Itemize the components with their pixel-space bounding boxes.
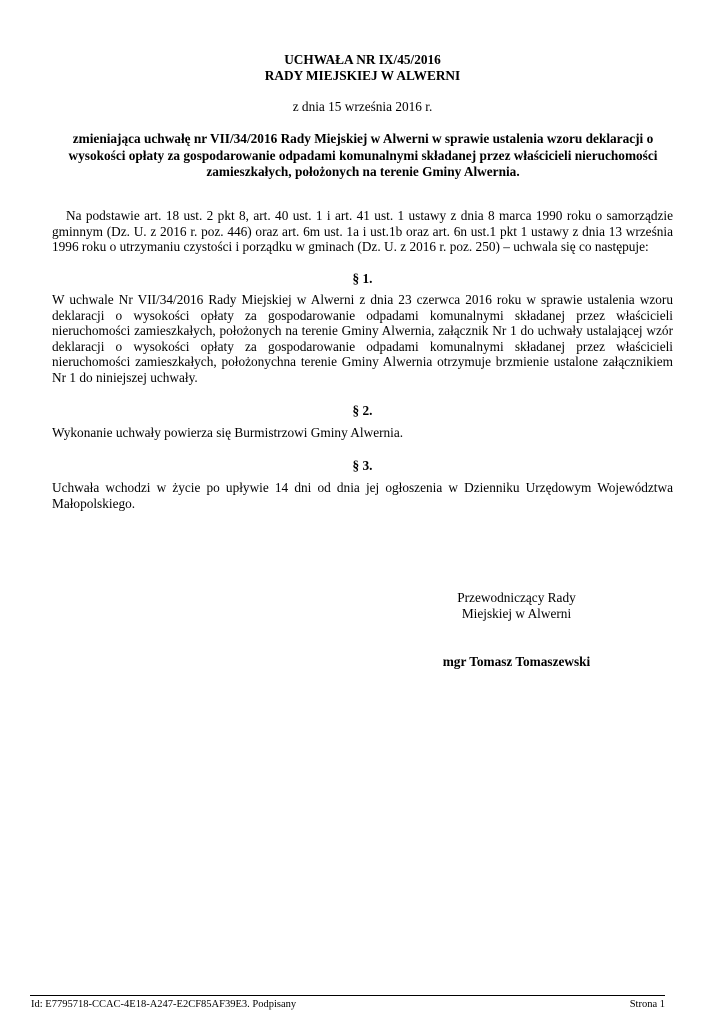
resolution-subject: zmieniająca uchwałę nr VII/34/2016 Rady Miejskiej w Alwerni w sprawie ustalenia wzoru deklaracji o wysokości opłaty za gospodarowanie odpadami komunalnymi składanej przez właścicieli nieruchomości zamieszkałych, położonych na terenie Gminy Alwernia.	[68, 131, 658, 179]
signatory-name: mgr Tomasz Tomaszewski	[442, 654, 591, 669]
section-2-heading: § 2.	[352, 403, 373, 418]
resolution-number: UCHWAŁA NR IX/45/2016	[284, 52, 441, 67]
legal-basis-paragraph: Na podstawie art. 18 ust. 2 pkt 8, art. 40 ust. 1 i art. 41 ust. 1 ustawy z dnia 8 marca 1990 roku o samorządzie gminnym (Dz. U. z 2016 r. poz. 446) oraz art. 6m ust. 1a i ust.1b oraz art. 6n ust.1 pkt 1 ustawy z dnia 13 września 1996 roku o utrzymaniu czystości i porządku w gminach (Dz. U. z 2016 r. poz. 250) – uchwala się co następuje:	[52, 208, 673, 254]
resolution-date: z dnia 15 września 2016 r.	[292, 99, 433, 114]
section-1-text: W uchwale Nr VII/34/2016 Rady Miejskiej w Alwerni z dnia 23 czerwca 2016 roku w sprawie ustalenia wzoru deklaracji o wysokości opłaty za gospodarowanie odpadami komunalnymi składanej przez właścicieli nieruchomości zamieszkałych, położonych na terenie Gminy Alwernia, załącznik Nr 1 do uchwały ustalającej wzór deklaracji o wysokości opłaty za gospodarowanie odpadami komunalnymi składanej przez właścicieli nieruchomości zamieszkałych, położonychna terenie Gminy Alwernia otrzymuje brzmienie ustalone załącznikiem Nr 1 do niniejszej uchwały.	[52, 292, 673, 385]
section-3-heading: § 3.	[352, 458, 373, 473]
footer-page-number: Strona 1	[629, 999, 665, 1010]
council-name: RADY MIEJSKIEJ W ALWERNI	[264, 68, 461, 83]
section-3-text: Uchwała wchodzi w życie po upływie 14 dni od dnia jej ogłoszenia w Dzienniku Urzędowym Województwa Małopolskiego.	[52, 480, 673, 511]
section-1-heading: § 1.	[352, 271, 373, 286]
section-2-text: Wykonanie uchwały powierza się Burmistrzowi Gminy Alwernia.	[52, 425, 404, 440]
signatory-role-line2: Miejskiej w Alwerni	[461, 606, 572, 621]
footer-divider	[30, 995, 665, 996]
footer-document-id: Id: E7795718-CCAC-4E18-A247-E2CF85AF39E3. Podpisany	[31, 999, 297, 1010]
signatory-role-line1: Przewodniczący Rady	[457, 590, 576, 605]
